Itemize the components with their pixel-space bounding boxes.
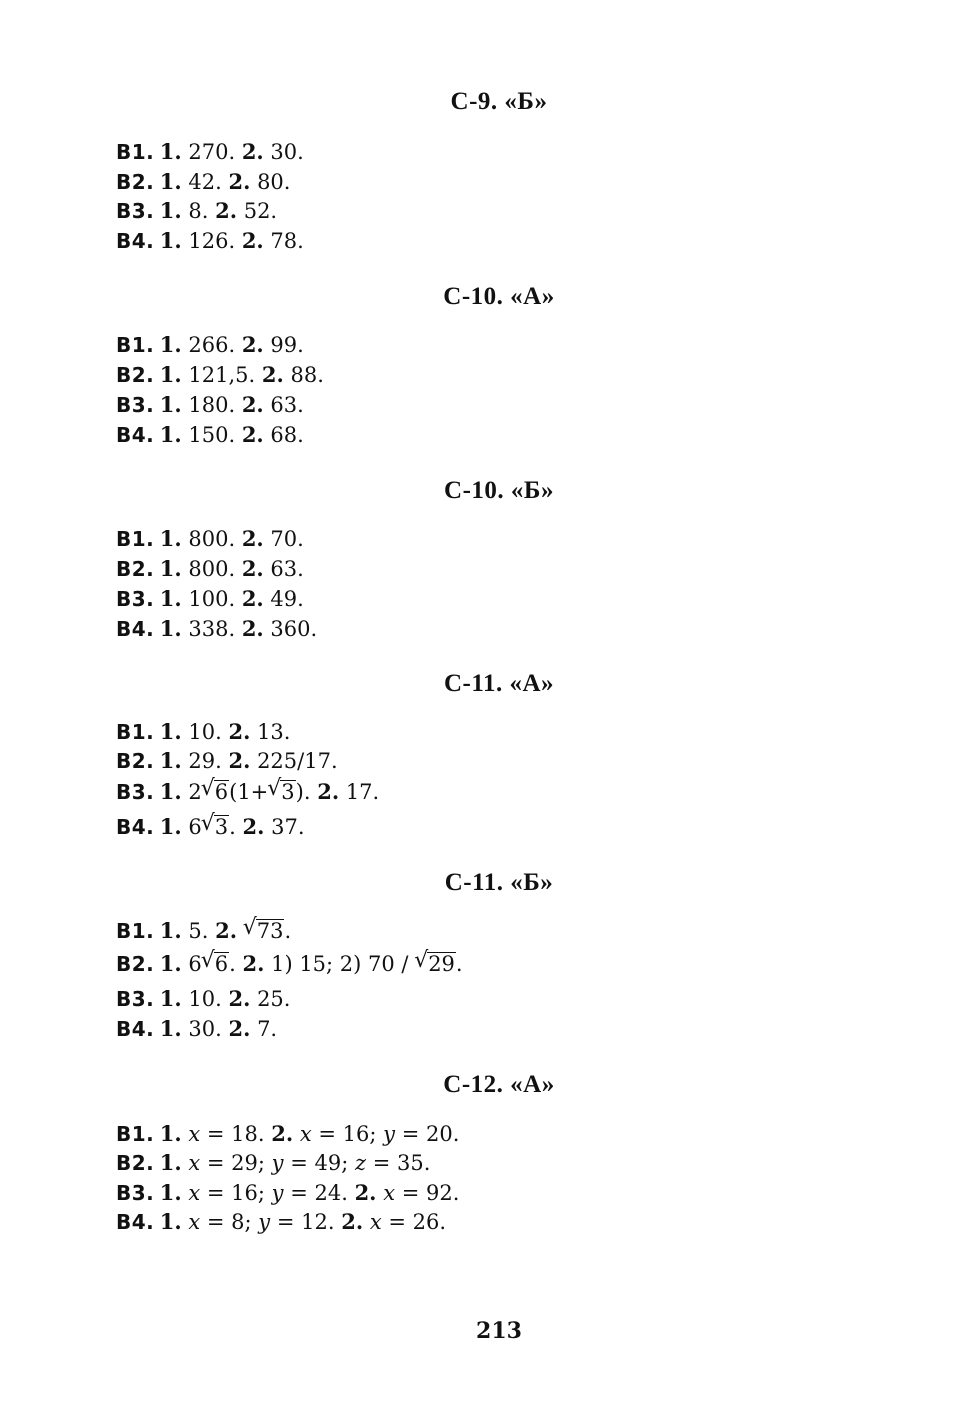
section-title: С-12. «А» [443,1071,555,1098]
variant-label: В3. [116,199,155,223]
answer-text: 1. 10. 2. 25. [159,986,291,1011]
sqrt-sign [269,778,295,806]
answer-row [116,747,338,775]
answer-row [116,778,379,806]
variant-label: В2. [116,749,155,773]
answer-text [160,919,291,943]
section-title: С-9. «Б» [450,88,548,115]
radicand: 29 [428,952,455,976]
variant-label: В1. [116,1122,155,1146]
answer-row [116,361,324,389]
variant-label: В4. [116,617,155,641]
answer-row [116,331,304,359]
answer-row [116,391,304,419]
radicand: 6 [214,780,229,804]
answer-row [116,917,291,945]
answer-part: 1. 6 [159,951,202,976]
answer-row [116,227,304,255]
sqrt-sign [203,778,229,806]
answer-row [116,1120,459,1148]
answer-row [116,168,290,196]
answer-text [160,952,463,976]
variant-label: В1. [116,140,155,164]
answer-row [116,1015,277,1043]
radicand: 6 [214,952,229,976]
answer-row [116,585,304,613]
answer-text: 1. 180. 2. 63. [159,392,304,417]
section-title: С-10. «Б» [444,477,554,504]
variant-label: В2. [116,952,155,976]
answer-part: 1. 6 [159,814,202,839]
variant-label: В3. [116,987,155,1011]
answer-row [116,985,290,1013]
variant-label: В3. [116,1181,155,1205]
answer-row [116,555,304,583]
variant-label: В2. [116,557,155,581]
radicand: 3 [281,780,295,804]
answer-text: 1. 150. 2. 68. [159,422,304,447]
answer-text: 1. 29. 2. 225/17. [159,748,338,773]
answer-text: 1. 800. 2. 63. [159,556,304,581]
answer-row [116,718,290,746]
radicand: 73 [256,919,284,943]
variant-label: В4. [116,815,155,839]
answer-part: ). 2. 17. [295,779,380,804]
variant-label: В4. [116,423,155,447]
variant-label: В3. [116,393,155,417]
answer-row [116,950,463,978]
variant-label: В2. [116,1151,155,1175]
answer-row [116,138,304,166]
answer-row [116,1149,430,1177]
radicand: 3 [214,815,229,839]
variant-label: В1. [116,919,155,943]
answer-text: 1. 42. 2. 80. [159,169,291,194]
variant-label: В3. [116,587,155,611]
variant-label: В1. [116,720,155,744]
answer-text: 1. 800. 2. 70. [159,526,304,551]
answer-row [116,525,304,553]
answer-part: . 2. 1) 15; 2) 70 / [229,951,416,976]
answer-row [116,197,277,225]
answer-text [160,780,379,804]
section-title: С-11. «Б» [444,869,554,896]
answer-text: 1. 126. 2. 78. [159,228,304,253]
variant-label: В1. [116,527,155,551]
variant-label: В1. [116,333,155,357]
sqrt-sign [245,917,285,945]
variant-label: В3. [116,780,155,804]
answer-text: 1. 10. 2. 13. [159,719,291,744]
section-title: С-10. «А» [443,283,555,310]
answer-text [160,815,305,839]
answer-text: 1. 338. 2. 360. [159,616,318,641]
answer-text: 1. 121,5. 2. 88. [159,362,324,387]
page-number: 213 [476,1318,522,1344]
answer-row [116,1208,446,1236]
answer-text: 1. 8. 2. 52. [159,198,278,223]
answer-text: 1. 270. 2. 30. [159,139,304,164]
sqrt-sign [416,950,456,978]
answer-text: 1. x = 18. 2. x = 16; y = 20. [159,1121,460,1146]
answer-text: 1. 100. 2. 49. [159,586,304,611]
section-title: С-11. «А» [443,670,555,697]
answer-row [116,421,304,449]
variant-label: В2. [116,363,155,387]
sqrt-sign [203,950,229,978]
answer-row [116,615,317,643]
answer-text: 1. x = 29; y = 49; z = 35. [159,1150,431,1175]
answer-part: . [455,952,463,976]
variant-label: В4. [116,1017,155,1041]
variant-label: В2. [116,170,155,194]
answer-text: 1. 266. 2. 99. [159,332,304,357]
answer-part: 1. 5. 2. [159,918,238,943]
answer-part: 1. 2 [159,779,202,804]
answer-text: 1. x = 8; y = 12. 2. x = 26. [159,1209,447,1234]
answer-text: 1. x = 16; y = 24. 2. x = 92. [159,1180,460,1205]
sqrt-sign [203,813,229,841]
answer-row [116,813,305,841]
answer-text: 1. 30. 2. 7. [159,1016,278,1041]
variant-label: В4. [116,229,155,253]
variant-label: В4. [116,1210,155,1234]
answer-part: (1+ [229,780,269,804]
answer-part: . [284,919,292,943]
answer-part: . 2. 37. [229,814,305,839]
answer-row [116,1179,459,1207]
